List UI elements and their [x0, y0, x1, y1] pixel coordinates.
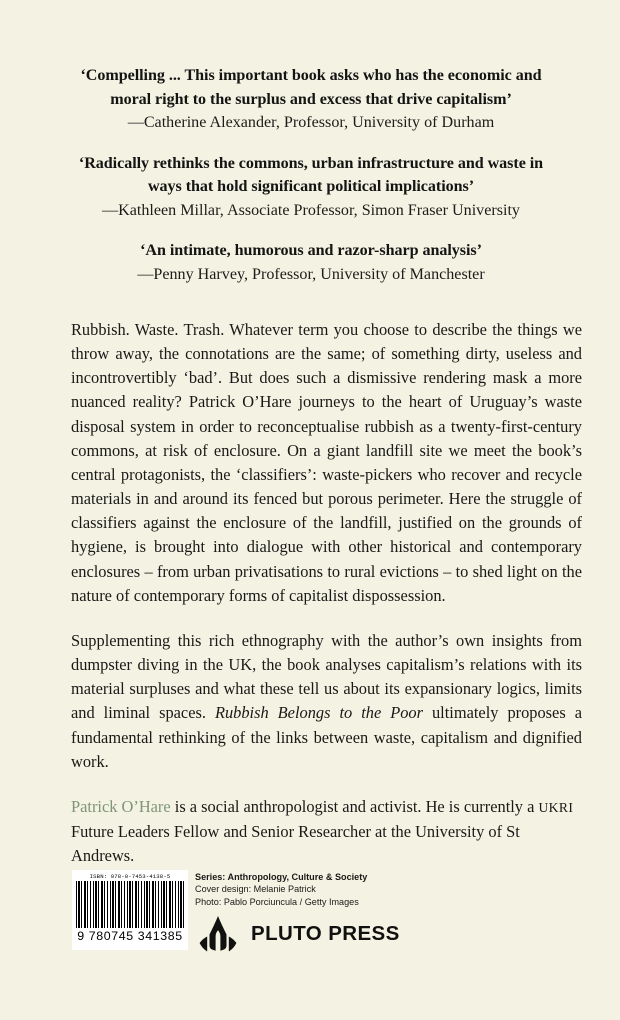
- publisher-logo: [196, 916, 400, 952]
- imprint-credits: [195, 871, 515, 908]
- blurb-paragraph-2-text-after: ultimately proposes a fundamental rethinking of the links between waste, capitalism and dignified work.: [71, 703, 582, 771]
- pluto-press-arrow-icon: [196, 916, 240, 952]
- blurb-paragraph-2-text-before: Supplementing this rich ethnography with the author’s own insights from dumpster diving in the UK, the book analyses capitalism’s relations with its material surpluses and what these tell us about its expansionary logics, limits and liminal spaces.: [71, 630, 582, 723]
- endorsement-source: —Penny Harvey, Professor, University of Manchester: [137, 265, 485, 283]
- barcode-digits: 9 780745 341385: [77, 929, 183, 943]
- endorsements-section: [71, 64, 551, 286]
- isbn-barcode: [72, 870, 188, 950]
- book-title-italic: Rubbish Belongs to the Poor: [214, 703, 423, 723]
- endorsement-block: [71, 239, 551, 286]
- author-bio-text-after: Future Leaders Fellow and Senior Researcher at the University of St Andrews.: [71, 822, 520, 866]
- blurb-paragraph-1: [71, 318, 582, 608]
- endorsement-source: —Catherine Alexander, Professor, University of Durham: [127, 114, 495, 131]
- cover-design-line: Cover design: Melanie Patrick: [195, 884, 316, 895]
- barcode-bars: [76, 881, 184, 928]
- blurb-section: [71, 318, 582, 774]
- photo-credit-line: Photo: Pablo Porciuncula / Getty Images: [195, 896, 359, 907]
- cover-footer: [0, 866, 620, 966]
- blurb-paragraph-1-text: Rubbish. Waste. Trash. Whatever term you choose to describe the things we throw away, the connotations are the same; of something dirty, useless and incontrovertibly ‘bad’. But does such a dismissive rendering mask a more nuanced reality? Patrick O’Hare journeys to the heart of Uruguay’s waste disposal system in order to reconceptualise rubbish as a twenty-first-century commons, at risk of enclosure. On a giant landfill site we meet the book’s central protagonists, the ‘classifiers’: waste-pickers who recover and recycle materials in and around its fenced but porous perimeter. Here the struggle of classifiers against the enclosure of the landfill, justified on the grounds of hygiene, is brought into dialogue with other historical and contemporary enclosures – from urban privatisations to rural evictions – to shed light on the nature of contemporary forms of capitalist dispossession.: [71, 320, 582, 605]
- endorsement-quote: ‘Radically rethinks the commons, urban infrastructure and waste in ways that hold significant political implications’: [78, 154, 544, 195]
- blurb-paragraph-2: [71, 629, 582, 774]
- isbn-label: ISBN: 978-0-7453-4138-5: [89, 873, 171, 880]
- endorsement-quote: ‘An intimate, humorous and razor-sharp analysis’: [140, 242, 482, 259]
- endorsement-source: —Kathleen Millar, Associate Professor, Simon Fraser University: [102, 201, 520, 219]
- series-line: Series: Anthropology, Culture & Society: [195, 872, 368, 882]
- endorsement-quote: ‘Compelling ... This important book asks who has the economic and moral right to the surplus and excess that drive capitalism’: [80, 67, 542, 108]
- endorsement-block: [71, 152, 551, 223]
- author-bio: [71, 795, 582, 868]
- funder-acronym: UKRI: [538, 800, 574, 815]
- endorsement-block: [71, 64, 551, 135]
- author-name: Patrick O’Hare: [71, 797, 171, 816]
- publisher-name: PLUTO PRESS: [251, 922, 400, 945]
- author-bio-text-before: is a social anthropologist and activist. He is currently a: [170, 797, 539, 816]
